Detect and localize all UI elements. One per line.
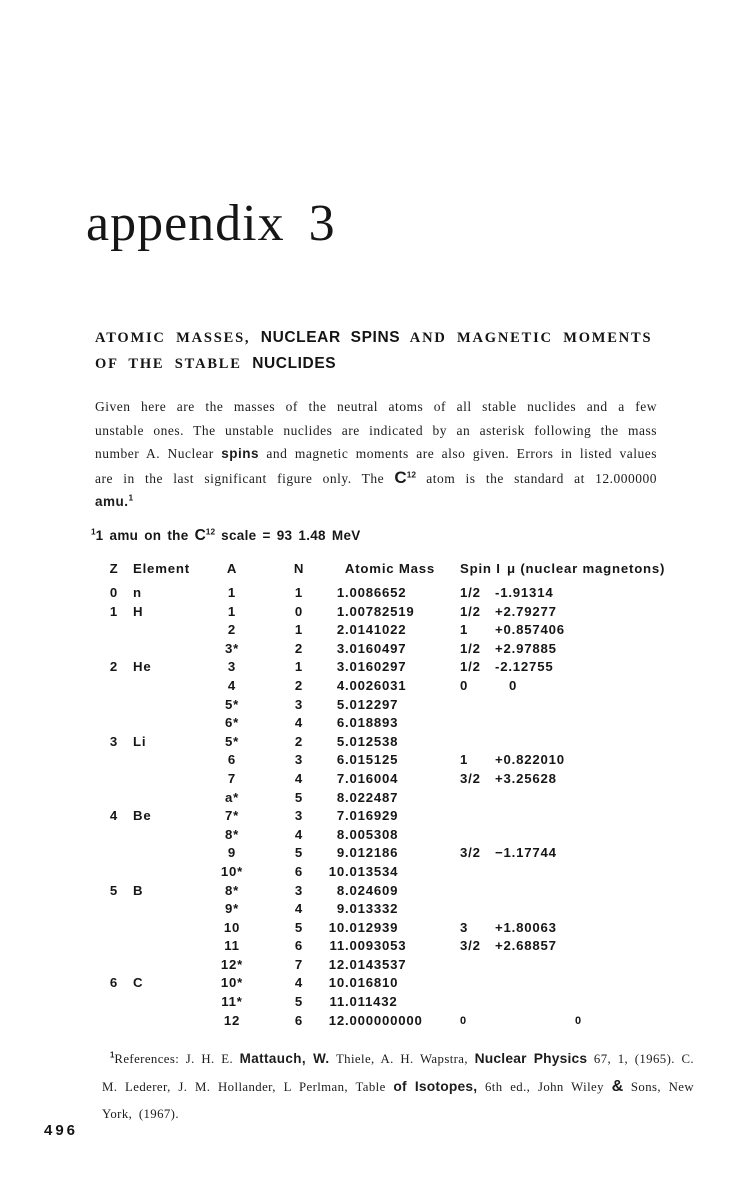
cell-a: 8* <box>224 826 240 842</box>
cell-spin: 1 <box>460 752 469 768</box>
cell-spin <box>460 696 495 715</box>
table-row <box>95 1012 725 1031</box>
cell-n: 2 <box>294 677 304 693</box>
cell-el <box>133 844 208 863</box>
cell-z <box>95 826 133 845</box>
table-row <box>95 974 725 993</box>
mass-integer: 6 <box>336 715 345 731</box>
cell-a: 6 <box>227 752 237 768</box>
cell-mu <box>495 974 723 993</box>
cell-spin: 3/2 <box>460 845 481 861</box>
cell-z <box>95 621 133 640</box>
cell-n: 1 <box>294 585 304 600</box>
cell-mu: +1.80063 <box>495 919 557 935</box>
cell-z <box>95 937 133 956</box>
cell-mu: 0 <box>509 677 518 693</box>
cell-mu <box>495 956 723 975</box>
cell-spin: 3/2 <box>460 938 481 954</box>
cell-z <box>95 770 133 789</box>
cell-el <box>133 900 208 919</box>
cell-mu <box>495 789 723 808</box>
amu-footnote <box>91 527 361 545</box>
mass-fraction: .013332 <box>345 901 399 917</box>
text-segment: References: J. H. E. <box>114 1052 240 1066</box>
mass-fraction: .012186 <box>345 845 399 861</box>
cell-mass <box>320 658 460 677</box>
mass-fraction: .0093053 <box>345 938 407 954</box>
cell-z: 6 <box>109 975 119 991</box>
mass-fraction: .0141022 <box>345 622 407 638</box>
text-segment: of Isotopes, <box>393 1077 478 1094</box>
cell-z <box>95 844 133 863</box>
cell-n: 1 <box>294 659 304 675</box>
mass-integer: 7 <box>336 808 345 824</box>
cell-mass <box>320 863 460 882</box>
cell-mass <box>320 640 460 659</box>
text-segment: NUCLEAR SPINS <box>260 329 401 346</box>
text-segment: spins <box>221 446 259 462</box>
cell-n: 5 <box>294 994 304 1010</box>
text-segment: and magnetic moments are also given. Errors in listed values are in the last significant figure only. The <box>95 446 657 486</box>
table-row <box>95 844 725 863</box>
mass-fraction: .005308 <box>345 826 399 842</box>
cell-el <box>133 826 208 845</box>
text-segment: Mattauch, W. <box>239 1051 330 1066</box>
mass-fraction: .012538 <box>345 733 399 749</box>
cell-el <box>133 919 208 938</box>
cell-z <box>95 900 133 919</box>
table-row <box>95 900 725 919</box>
mass-fraction: .016004 <box>345 770 399 786</box>
header-z: Z <box>109 561 119 576</box>
cell-el <box>133 1012 208 1031</box>
cell-spin <box>460 714 495 733</box>
cell-mass <box>320 733 460 752</box>
text-segment: 12 <box>406 469 416 480</box>
cell-mass <box>320 714 460 733</box>
text-segment: Nuclear Physics <box>474 1050 588 1066</box>
cell-mass <box>320 993 460 1012</box>
cell-a: 1 <box>227 603 237 619</box>
header-spin: Spin I <box>460 561 501 576</box>
table-row <box>95 937 725 956</box>
cell-mass <box>320 751 460 770</box>
cell-el <box>133 714 208 733</box>
table-row <box>95 696 725 715</box>
mass-fraction: .011432 <box>345 994 398 1010</box>
table-row <box>95 807 725 826</box>
mass-integer: 8 <box>336 826 345 842</box>
header-mu: μ (nuclear magnetons) <box>507 561 666 576</box>
cell-z: 1 <box>109 603 119 619</box>
cell-spin <box>460 956 495 975</box>
table-row <box>95 640 725 659</box>
header-n: N <box>293 561 305 576</box>
text-segment: 6th ed., John Wiley <box>477 1079 612 1094</box>
cell-a: 3 <box>227 659 237 675</box>
text-segment: Sons, New York, (1967). <box>102 1079 694 1121</box>
table-row <box>95 621 725 640</box>
cell-mu: +2.68857 <box>495 938 557 954</box>
text-segment: amu. <box>95 494 129 510</box>
cell-n: 5 <box>294 789 304 805</box>
cell-spin: 3 <box>460 919 469 935</box>
cell-spin: 1/2 <box>460 603 481 619</box>
cell-mass <box>320 826 460 845</box>
mass-fraction: .013534 <box>345 863 399 879</box>
mass-integer: 2 <box>336 622 345 638</box>
text-segment: AND MAGNETIC MOMENTS OF THE STABLE <box>95 330 653 372</box>
cell-z <box>95 640 133 659</box>
cell-a: 10* <box>220 975 244 991</box>
cell-z <box>95 677 133 696</box>
cell-el: Be <box>133 808 152 824</box>
cell-n: 5 <box>294 919 304 935</box>
nuclide-table-body <box>95 584 725 1030</box>
cell-a: 5* <box>224 696 240 712</box>
cell-spin <box>460 993 495 1012</box>
cell-n: 0 <box>294 603 304 619</box>
cell-spin: 1/2 <box>460 659 481 675</box>
cell-a: 11* <box>221 994 243 1010</box>
cell-a: 4 <box>227 677 237 693</box>
cell-mu <box>495 882 723 901</box>
cell-a: 8* <box>224 882 240 898</box>
mass-fraction: .0086652 <box>345 585 407 600</box>
cell-mu: +0.822010 <box>495 752 565 768</box>
cell-n: 6 <box>294 938 304 954</box>
header-atomic-mass: Atomic Mass <box>344 561 436 576</box>
cell-z: 0 <box>109 585 119 600</box>
cell-el <box>133 640 208 659</box>
references-footnote <box>102 1045 694 1127</box>
cell-mu <box>495 863 723 882</box>
mass-integer: 9 <box>336 901 345 917</box>
mass-integer: 11 <box>329 994 345 1010</box>
mass-integer: 5 <box>336 696 345 712</box>
cell-mu: −1.17744 <box>495 845 557 861</box>
cell-spin <box>460 826 495 845</box>
mass-integer: 11 <box>329 938 345 954</box>
cell-z: 2 <box>109 659 119 675</box>
cell-a: 7 <box>227 770 237 786</box>
cell-n: 3 <box>294 808 304 824</box>
cell-el <box>133 863 208 882</box>
cell-mass <box>320 882 460 901</box>
cell-n: 4 <box>294 715 304 731</box>
cell-spin: 3/2 <box>460 770 481 786</box>
cell-el <box>133 696 208 715</box>
cell-n: 1 <box>294 622 304 638</box>
table-row <box>95 714 725 733</box>
cell-n: 6 <box>294 1012 304 1028</box>
text-segment: 12 <box>205 526 216 537</box>
intro-paragraph <box>95 395 657 514</box>
cell-a: 12* <box>220 956 244 972</box>
table-row <box>95 993 725 1012</box>
cell-mu: +2.97885 <box>495 640 557 656</box>
cell-mu <box>495 696 723 715</box>
cell-n: 4 <box>294 901 304 917</box>
cell-el <box>133 937 208 956</box>
text-segment: Given here are the masses of the neutral atoms of all stable nuclides and a few unstable ones. The unstable nuclides are indicated by an asterisk following the mass number A. Nuclear <box>95 399 657 462</box>
mass-integer: 1 <box>336 585 345 600</box>
cell-spin <box>460 733 495 752</box>
cell-n: 3 <box>294 882 304 898</box>
table-row <box>95 789 725 808</box>
cell-spin <box>460 863 495 882</box>
table-row <box>95 956 725 975</box>
cell-n: 4 <box>294 826 304 842</box>
cell-z: 3 <box>109 733 119 749</box>
text-segment: 1 <box>91 526 96 537</box>
cell-spin <box>460 789 495 808</box>
cell-mu: -2.12755 <box>495 659 554 675</box>
table-row <box>95 826 725 845</box>
cell-a: 12 <box>223 1012 241 1028</box>
cell-mass <box>320 621 460 640</box>
table-row <box>95 733 725 752</box>
cell-mass <box>320 1012 460 1031</box>
mass-integer: 8 <box>336 789 345 805</box>
cell-el <box>133 770 208 789</box>
cell-mass <box>320 807 460 826</box>
cell-mass <box>320 844 460 863</box>
cell-el: H <box>133 603 144 619</box>
mass-integer: 4 <box>336 677 345 693</box>
cell-z <box>95 919 133 938</box>
text-segment: ATOMIC MASSES, <box>95 330 261 346</box>
cell-el <box>133 956 208 975</box>
mass-integer: 12 <box>328 1012 345 1028</box>
cell-mu <box>495 807 723 826</box>
table-row <box>95 919 725 938</box>
mass-integer: 10 <box>328 919 345 935</box>
mass-integer: 1 <box>336 603 345 619</box>
cell-el: He <box>133 659 152 675</box>
cell-n: 3 <box>294 696 304 712</box>
cell-el <box>133 993 208 1012</box>
cell-a: 10* <box>220 863 244 879</box>
text-segment: & <box>611 1076 624 1095</box>
cell-n: 4 <box>294 975 304 991</box>
mass-fraction: .015125 <box>345 752 399 768</box>
mass-fraction: .0160497 <box>345 640 407 656</box>
cell-mass <box>320 900 460 919</box>
cell-a: 11 <box>224 938 240 954</box>
text-segment: 1 amu on the <box>95 528 195 543</box>
cell-n: 2 <box>294 733 304 749</box>
text-segment: C <box>394 467 407 487</box>
cell-mass <box>320 956 460 975</box>
cell-mu <box>495 714 723 733</box>
mass-integer: 5 <box>336 733 345 749</box>
mass-fraction: .024609 <box>345 882 399 898</box>
text-segment: 67, 1, (1965). C. M. Lederer, J. M. Hollander, L Perlman, Table <box>102 1052 694 1094</box>
mass-fraction: .016929 <box>345 808 399 824</box>
cell-z <box>95 956 133 975</box>
mass-fraction: .022487 <box>345 789 399 805</box>
cell-mass <box>320 937 460 956</box>
cell-n: 6 <box>294 863 304 879</box>
table-row <box>95 677 725 696</box>
cell-a: 9 <box>227 845 237 861</box>
section-heading <box>95 325 665 377</box>
table-row <box>95 882 725 901</box>
header-element: Element <box>133 561 190 576</box>
text-segment: 1 <box>110 1050 115 1060</box>
table-row <box>95 584 725 603</box>
cell-mu: +2.79277 <box>495 603 557 619</box>
cell-el <box>133 751 208 770</box>
mass-integer: 10 <box>328 863 345 879</box>
table-row <box>95 658 725 677</box>
table-row <box>95 770 725 789</box>
mass-integer: 6 <box>336 752 345 768</box>
mass-fraction: .00782519 <box>345 603 415 619</box>
cell-z <box>95 863 133 882</box>
cell-z <box>95 1012 133 1031</box>
cell-mu <box>495 900 723 919</box>
cell-el: C <box>133 975 144 991</box>
text-segment: C <box>194 527 206 544</box>
cell-el <box>133 677 208 696</box>
cell-n: 7 <box>294 956 304 972</box>
cell-mass <box>320 974 460 993</box>
cell-n: 3 <box>294 752 304 768</box>
cell-el: Li <box>133 733 147 749</box>
mass-fraction: .012297 <box>345 696 399 712</box>
cell-a: 7* <box>224 808 240 824</box>
table-row <box>95 863 725 882</box>
cell-mu <box>495 826 723 845</box>
cell-mu: -1.91314 <box>495 585 554 600</box>
mass-integer: 3 <box>336 640 345 656</box>
table-header-row <box>95 560 725 577</box>
cell-a: 5* <box>224 733 240 749</box>
cell-mass <box>320 770 460 789</box>
cell-a: 1 <box>227 585 237 600</box>
cell-el <box>133 789 208 808</box>
mass-fraction: .0160297 <box>345 659 407 675</box>
mass-fraction: .0143537 <box>345 956 407 972</box>
cell-z: 4 <box>109 808 119 824</box>
cell-spin: 0 <box>460 1014 467 1027</box>
cell-mass <box>320 603 460 622</box>
cell-mu: +0.857406 <box>495 622 565 638</box>
cell-spin: 1 <box>460 622 469 638</box>
mass-integer: 10 <box>328 975 345 991</box>
mass-integer: 7 <box>336 770 345 786</box>
text-segment: scale = 93 1.48 MeV <box>215 528 361 543</box>
cell-n: 2 <box>294 640 304 656</box>
cell-el: n <box>133 585 142 600</box>
cell-n: 5 <box>294 845 304 861</box>
cell-mu <box>495 993 723 1012</box>
cell-spin <box>460 807 495 826</box>
cell-mass <box>320 919 460 938</box>
cell-spin: 1/2 <box>460 585 481 600</box>
cell-a: 6* <box>224 715 240 731</box>
cell-z <box>95 714 133 733</box>
cell-spin <box>460 882 495 901</box>
cell-mass <box>320 677 460 696</box>
mass-integer: 12 <box>328 956 345 972</box>
cell-a: 2 <box>227 622 237 638</box>
text-segment: 1 <box>128 492 134 503</box>
cell-mu <box>495 733 723 752</box>
mass-fraction: .018893 <box>345 715 399 731</box>
cell-n: 4 <box>294 770 304 786</box>
nuclide-table <box>95 560 725 1030</box>
text-segment: Thiele, A. H. Wapstra, <box>329 1052 475 1066</box>
cell-mu: +3.25628 <box>495 770 557 786</box>
cell-spin <box>460 900 495 919</box>
text-segment: atom is the standard at 12.000000 <box>416 470 658 486</box>
mass-fraction: .012939 <box>345 919 399 935</box>
cell-z: 5 <box>109 882 119 898</box>
page-number: 496 <box>44 1122 79 1139</box>
table-row <box>95 603 725 622</box>
text-segment: NUCLIDES <box>252 355 337 372</box>
cell-mass <box>320 696 460 715</box>
cell-z <box>95 696 133 715</box>
cell-a: 10 <box>223 919 241 935</box>
cell-a: a* <box>224 789 240 805</box>
cell-mu: 0 <box>575 1014 582 1027</box>
cell-z <box>95 789 133 808</box>
mass-integer: 3 <box>336 659 345 675</box>
page-title: appendix 3 <box>86 195 336 252</box>
mass-fraction: .0026031 <box>345 677 407 693</box>
header-a: A <box>226 561 238 576</box>
cell-mass <box>320 584 460 603</box>
mass-fraction: .016810 <box>345 975 399 991</box>
cell-spin: 0 <box>460 677 469 693</box>
mass-fraction: .000000000 <box>345 1012 423 1028</box>
cell-z <box>95 993 133 1012</box>
mass-integer: 9 <box>336 845 345 861</box>
cell-spin: 1/2 <box>460 640 481 656</box>
cell-a: 3* <box>224 640 240 656</box>
cell-el <box>133 621 208 640</box>
table-row <box>95 751 725 770</box>
cell-z <box>95 751 133 770</box>
cell-mass <box>320 789 460 808</box>
cell-a: 9* <box>224 901 240 917</box>
cell-spin <box>460 974 495 993</box>
mass-integer: 8 <box>336 882 345 898</box>
cell-el: B <box>133 882 144 898</box>
